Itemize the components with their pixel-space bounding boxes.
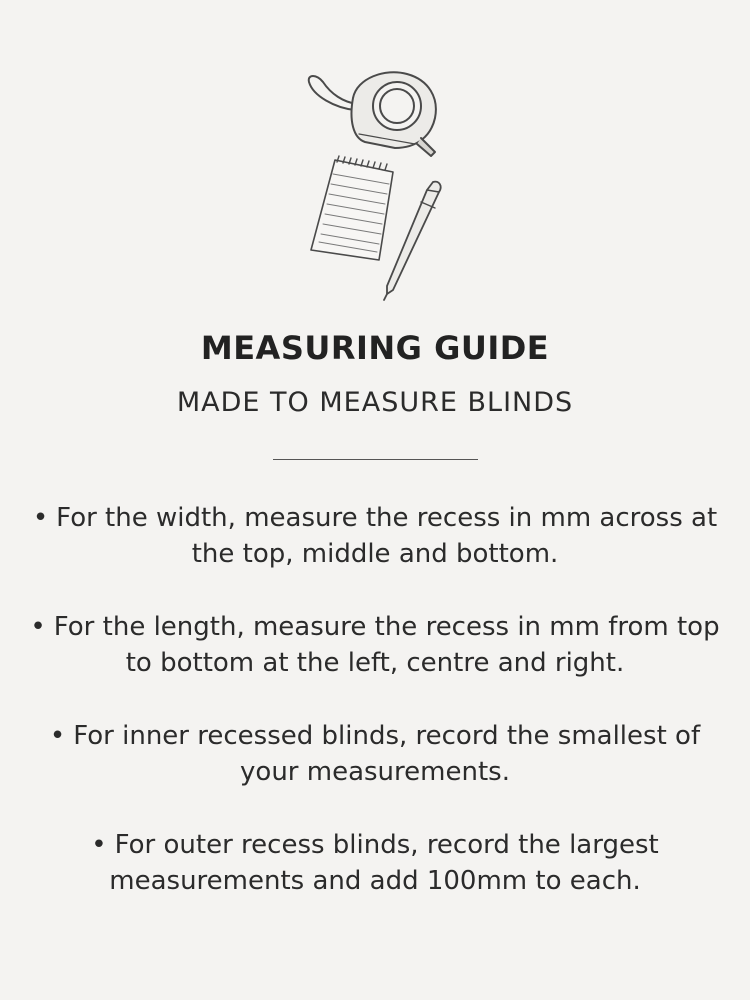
measuring-tools-illustration <box>295 68 455 303</box>
instruction-text: For outer recess blinds, record the largest measurements and add 100mm to each. <box>109 830 659 896</box>
page-title: MEASURING GUIDE <box>200 329 550 367</box>
notepad-icon <box>311 156 393 260</box>
section-divider <box>273 459 478 460</box>
page-subtitle: MADE TO MEASURE BLINDS <box>176 387 574 418</box>
instruction-text: For inner recessed blinds, record the smallest of your measurements. <box>73 721 701 787</box>
instruction-item-width <box>30 500 720 572</box>
instruction-item-length <box>30 609 720 681</box>
bullet-marker: • <box>30 612 46 642</box>
bullet-marker: • <box>32 503 49 533</box>
instruction-list <box>30 500 720 936</box>
tape-measure-icon <box>309 72 436 156</box>
pen-icon <box>384 182 441 300</box>
instruction-text: For the length, measure the recess in mm from top to bottom at the left, centre and right. <box>53 612 720 678</box>
bullet-marker: • <box>91 830 107 860</box>
instruction-text: For the width, measure the recess in mm across at the top, middle and bottom. <box>56 503 718 569</box>
bullet-marker: • <box>49 721 66 751</box>
instruction-item-outer-recess <box>30 827 720 899</box>
instruction-item-inner-recess <box>30 718 720 790</box>
